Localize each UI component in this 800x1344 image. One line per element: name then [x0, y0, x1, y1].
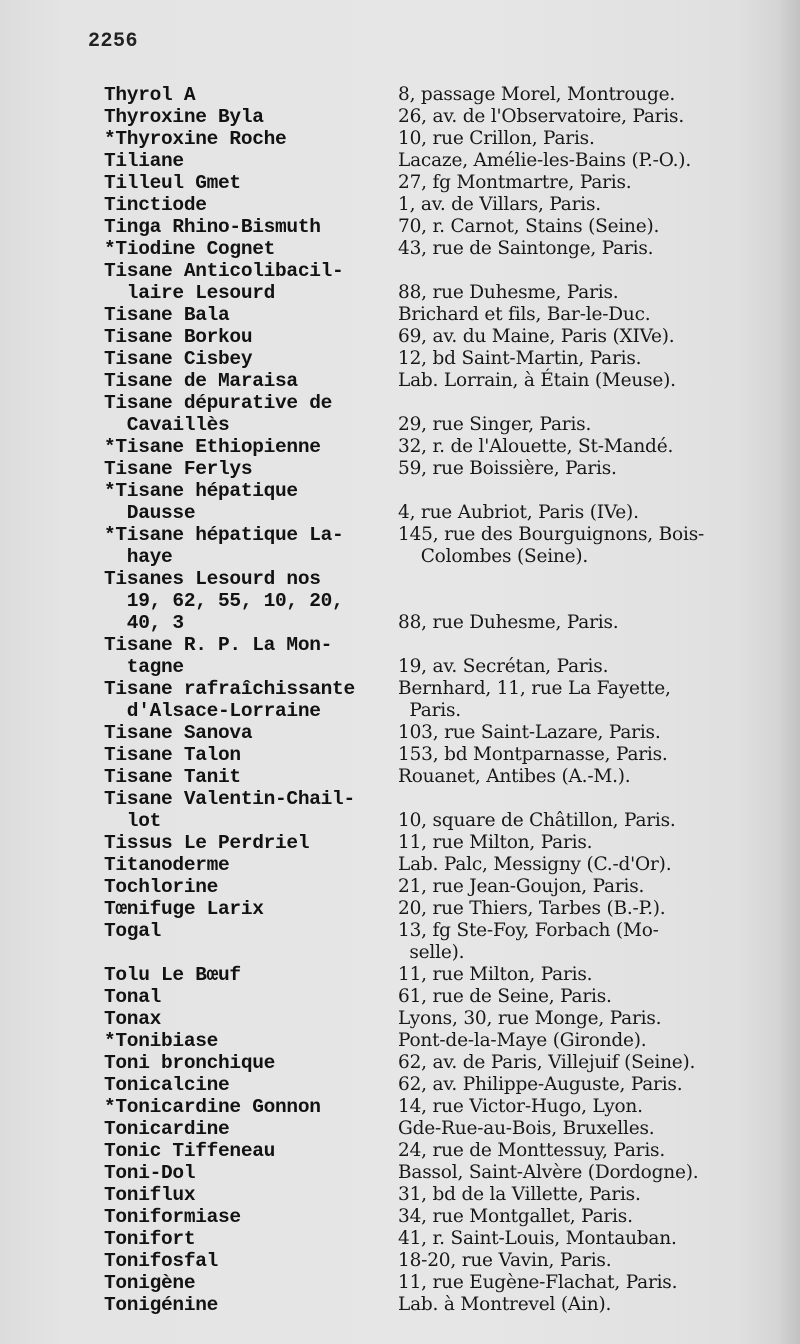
- entry-name: Tonax: [104, 1008, 162, 1030]
- entry-address: 24, rue de Monttessuy, Paris.: [398, 1140, 666, 1161]
- address-column: [398, 84, 760, 1316]
- entry-address: Lab. à Montrevel (Ain).: [398, 1294, 612, 1315]
- entry-name: Toniformiase: [104, 1206, 241, 1228]
- entry-name: Tisane rafraîchissante d'Alsace-Lorraine: [104, 678, 355, 722]
- entry-address: 13, fg Ste-Foy, Forbach (Mo- selle).: [398, 920, 659, 963]
- entry-address: 31, bd de la Villette, Paris.: [398, 1184, 641, 1205]
- entry-name: Tilleul Gmet: [104, 172, 241, 194]
- entry-name: Tisane Sanova: [104, 722, 253, 744]
- entry-name: Tinga Rhino-Bismuth: [104, 216, 321, 238]
- entry-address: 32, r. de l'Alouette, St-Mandé.: [398, 436, 674, 457]
- entry-address: 10, rue Crillon, Paris.: [398, 128, 595, 149]
- entry-address: 41, r. Saint-Louis, Montauban.: [398, 1228, 677, 1249]
- entry-address: 14, rue Victor-Hugo, Lyon.: [398, 1096, 643, 1117]
- entry-address: 10, square de Châtillon, Paris.: [398, 810, 676, 831]
- entry-name: Tonal: [104, 986, 162, 1008]
- entry-address: Pont-de-la-Maye (Gironde).: [398, 1030, 647, 1051]
- entry-address: 20, rue Thiers, Tarbes (B.-P.).: [398, 898, 666, 919]
- page-edge-shadow: [778, 0, 800, 1344]
- entry-address: 8, passage Morel, Montrouge.: [398, 84, 676, 105]
- entry-name: Tisane Borkou: [104, 326, 253, 348]
- entry-name: Tisane Bala: [104, 304, 230, 326]
- entry-address: 26, av. de l'Observatoire, Paris.: [398, 106, 685, 127]
- entry-name: Tisane Cisbey: [104, 348, 253, 370]
- entry-name: Tonicalcine: [104, 1074, 230, 1096]
- entry-name: Titanoderme: [104, 854, 230, 876]
- entry-address: 34, rue Montgallet, Paris.: [398, 1206, 633, 1227]
- entry-name: Tisanes Lesourd nos 19, 62, 55, 10, 20, 40, 3: [104, 568, 344, 634]
- entry-name: Tonifort: [104, 1228, 196, 1250]
- entry-address: 21, rue Jean-Goujon, Paris.: [398, 876, 645, 897]
- entry-address: Lab. Palc, Messigny (C.-d'Or).: [398, 854, 672, 875]
- entry-address: 88, rue Duhesme, Paris.: [398, 612, 619, 633]
- entry-address: Lacaze, Amélie-les-Bains (P.-O.).: [398, 150, 691, 171]
- entry-name: Tisane Talon: [104, 744, 241, 766]
- entry-name: Tisane Ferlys: [104, 458, 253, 480]
- entry-name: Tisane R. P. La Mon- tagne: [104, 634, 333, 678]
- entry-name: Tisane de Maraisa: [104, 370, 298, 392]
- entry-name: Tolu Le Bœuf: [104, 964, 241, 986]
- entry-name: Tisane Tanit: [104, 766, 241, 788]
- entry-name: *Tisane hépatique Dausse: [104, 480, 298, 524]
- entry-address: 11, rue Milton, Paris.: [398, 964, 593, 985]
- entry-address: 19, av. Secrétan, Paris.: [398, 656, 609, 677]
- page-number: 2256: [88, 30, 139, 53]
- entry-name: Tissus Le Perdriel: [104, 832, 310, 854]
- entry-name: *Thyroxine Roche: [104, 128, 287, 150]
- entry-address: 11, rue Eugène-Flachat, Paris.: [398, 1272, 678, 1293]
- entry-address: 29, rue Singer, Paris.: [398, 414, 592, 435]
- entry-address: 1, av. de Villars, Paris.: [398, 194, 601, 215]
- entry-address: 12, bd Saint-Martin, Paris.: [398, 348, 642, 369]
- entry-name: Tonigène: [104, 1272, 196, 1294]
- entry-name: Toni-Dol: [104, 1162, 196, 1184]
- entry-name: Thyroxine Byla: [104, 106, 264, 128]
- entry-address: Rouanet, Antibes (A.-M.).: [398, 766, 631, 787]
- entry-address: 70, r. Carnot, Stains (Seine).: [398, 216, 660, 237]
- entry-address: 4, rue Aubriot, Paris (IVe).: [398, 502, 639, 523]
- entry-address: Lab. Lorrain, à Étain (Meuse).: [398, 370, 676, 391]
- entry-address: Bassol, Saint-Alvère (Dordogne).: [398, 1162, 699, 1183]
- entry-address: 59, rue Boissière, Paris.: [398, 458, 617, 479]
- entry-address: 61, rue de Seine, Paris.: [398, 986, 612, 1007]
- entry-name: *Tonibiase: [104, 1030, 219, 1052]
- entry-address: 69, av. du Maine, Paris (XIVe).: [398, 326, 675, 347]
- entry-address: 11, rue Milton, Paris.: [398, 832, 593, 853]
- entry-name: Tisane dépurative de Cavaillès: [104, 392, 333, 436]
- entry-name: Tonigénine: [104, 1294, 219, 1316]
- entry-address: 18-20, rue Vavin, Paris.: [398, 1250, 612, 1271]
- entry-address: 62, av. de Paris, Villejuif (Seine).: [398, 1052, 696, 1073]
- entry-address: Lyons, 30, rue Monge, Paris.: [398, 1008, 662, 1029]
- entry-address: 145, rue des Bourguignons, Bois- Colombes (Seine).: [398, 524, 705, 567]
- entry-address: 62, av. Philippe-Auguste, Paris.: [398, 1074, 683, 1095]
- entry-address: Gde-Rue-au-Bois, Bruxelles.: [398, 1118, 655, 1139]
- product-name-column: [104, 84, 396, 1316]
- entry-name: *Tiodine Cognet: [104, 238, 276, 260]
- entry-name: Tinctiode: [104, 194, 207, 216]
- entry-name: Toniflux: [104, 1184, 196, 1206]
- entry-name: *Tisane hépatique La- haye: [104, 524, 344, 568]
- entry-name: Tiliane: [104, 150, 184, 172]
- entry-name: Togal: [104, 920, 162, 942]
- entry-name: Tonicardine: [104, 1118, 230, 1140]
- entry-address: 43, rue de Saintonge, Paris.: [398, 238, 654, 259]
- entry-address: Bernhard, 11, rue La Fayette, Paris.: [398, 678, 671, 721]
- entry-name: *Tonicardine Gonnon: [104, 1096, 321, 1118]
- entry-name: Tisane Valentin-Chail- lot: [104, 788, 355, 832]
- entry-address: Brichard et fils, Bar-le-Duc.: [398, 304, 651, 325]
- entry-address: 27, fg Montmartre, Paris.: [398, 172, 632, 193]
- entry-address: 103, rue Saint-Lazare, Paris.: [398, 722, 661, 743]
- entry-name: Toni bronchique: [104, 1052, 276, 1074]
- entry-name: Tonic Tiffeneau: [104, 1140, 276, 1162]
- entry-address: 88, rue Duhesme, Paris.: [398, 282, 619, 303]
- entry-name: Tœnifuge Larix: [104, 898, 264, 920]
- entry-name: Tonifosfal: [104, 1250, 219, 1272]
- entry-name: Tisane Anticolibacil- laire Lesourd: [104, 260, 344, 304]
- entry-name: *Tisane Ethiopienne: [104, 436, 321, 458]
- entry-address: 153, bd Montparnasse, Paris.: [398, 744, 668, 765]
- entry-name: Thyrol A: [104, 84, 196, 106]
- entry-name: Tochlorine: [104, 876, 219, 898]
